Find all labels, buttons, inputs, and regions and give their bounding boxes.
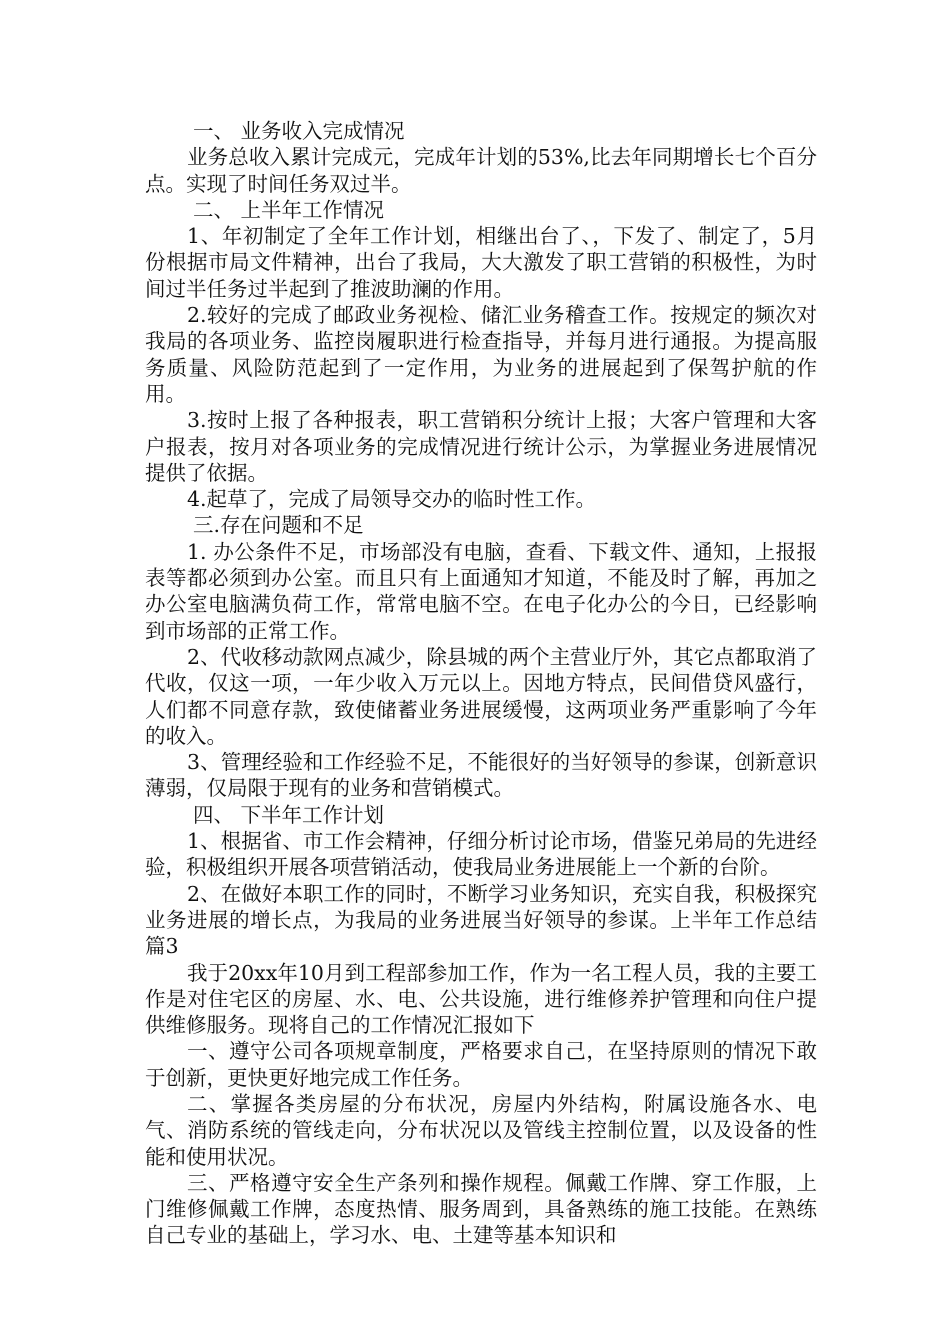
- document-page: [145, 118, 817, 1249]
- paragraph: 3、管理经验和工作经验不足，不能很好的当好领导的参谋，创新意识薄弱，仅局限于现有的业务和营销模式。: [145, 750, 817, 801]
- paragraph: 2、代收移动款网点减少，除县城的两个主营业厅外，其它点都取消了代收，仅这一项，一年少收入万元以上。因地方特点，民间借贷风盛行，人们都不同意存款，致使储蓄业务进展缓慢，这两项业务严重影响了今年的收入。: [145, 644, 817, 748]
- paragraph: 业务总收入累计完成元，完成年计划的53%,比去年同期增长七个百分点。实现了时间任务双过半。: [145, 145, 817, 196]
- paragraph: 一、遵守公司各项规章制度，严格要求自己，在坚持原则的情况下敢于创新，更快更好地完成工作任务。: [145, 1039, 817, 1090]
- paragraph: 1、年初制定了全年工作计划，相继出台了、，下发了、制定了，5月份根据市局文件精神，出台了我局，大大激发了职工营销的积极性，为时间过半任务过半起到了推波助澜的作用。: [145, 224, 817, 301]
- paragraph: 1. 办公条件不足，市场部没有电脑，查看、下载文件、通知，上报报表等都必须到办公室。而且只有上面通知才知道，不能及时了解，再加之办公室电脑满负荷工作，常常电脑不空。在电子化办公的今日，已经影响到市场部的正常工作。: [145, 539, 817, 643]
- paragraph: 4.起草了，完成了局领导交办的临时性工作。: [187, 487, 597, 512]
- section-heading-2: 二、 上半年工作情况: [193, 197, 385, 222]
- paragraph: 2、在做好本职工作的同时，不断学习业务知识，充实自我，积极探究业务进展的增长点，为我局的业务进展当好领导的参谋。上半年工作总结 篇3: [145, 881, 817, 959]
- section-heading-4: 四、 下半年工作计划: [193, 802, 385, 827]
- paragraph: 二、掌握各类房屋的分布状况，房屋内外结构，附属设施各水、电气、消防系统的管线走向，分布状况以及管线主控制位置，以及设备的性能和使用状况。: [145, 1091, 817, 1169]
- paragraph: 三、严格遵守安全生产条列和操作规程。佩戴工作牌、穿工作服，上门维修佩戴工作牌，态度热情、服务周到，具备熟练的施工技能。在熟练自己专业的基础上，学习水、电、土建等基本知识和: [145, 1170, 817, 1248]
- paragraph: 1、根据省、市工作会精神，仔细分析讨论市场，借鉴兄弟局的先进经验，积极组织开展各项营销活动，使我局业务进展能上一个新的台阶。: [145, 829, 817, 880]
- section-heading-3: 三.存在问题和不足: [193, 513, 364, 538]
- section-heading-1: 一、 业务收入完成情况: [193, 119, 405, 143]
- paragraph: 2.较好的完成了邮政业务视检、储汇业务稽查工作。按规定的频次对我局的各项业务、监控岗履职进行检查指导，并每月进行通报。为提高服务质量、风险防范起到了一定作用，为业务的进展起到了保驾护航的作用。: [145, 303, 817, 406]
- paragraph: 3.按时上报了各种报表，职工营销积分统计上报；大客户管理和大客户报表，按月对各项业务的完成情况进行统计公示，为掌握业务进展情况提供了依据。: [145, 408, 817, 485]
- paragraph: 我于20xx年10月到工程部参加工作，作为一名工程人员，我的主要工作是对住宅区的房屋、水、电、公共设施，进行维修养护管理和向住户提供维修服务。现将自己的工作情况汇报如下: [145, 960, 817, 1038]
